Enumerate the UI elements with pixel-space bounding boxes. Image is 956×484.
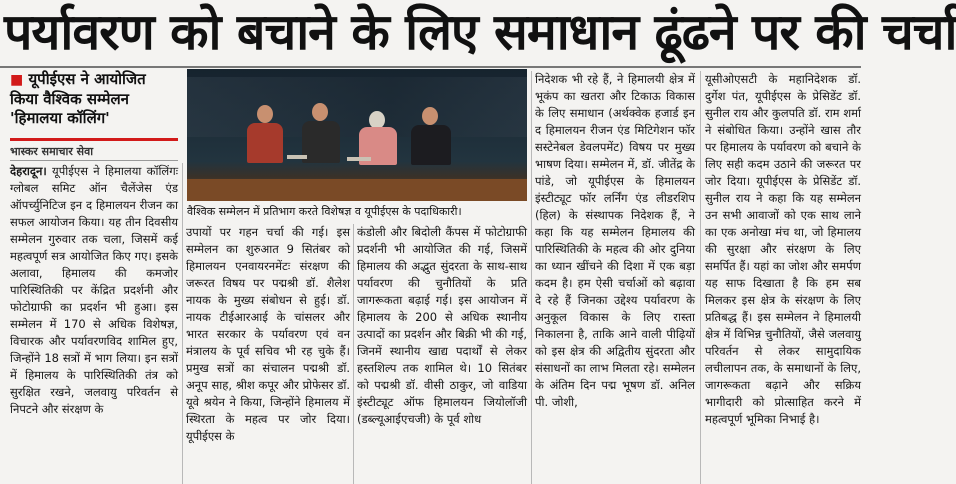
subheadline-line1: यूपीईएस ने आयोजित (28, 70, 146, 88)
column-divider (353, 224, 354, 484)
column-3-text: कंडोली और बिदोली कैंपस में फोटोग्राफी प्रदर्शनी भी आयोजित की गई, जिसमें हिमालय की अद्भुत सुंदरता के साथ-साथ पर्यावरण की चुनौतियों के प्रति जागरूकता बढ़ाई गई। इस आयोजन में हिमालय के 200 से अधिक स्थानीय उत्पादों का प्रदर्शन और बिक्री भी की गई, जिनमें स्थानीय खाद्य पदार्थों से लेकर हस्तशिल्प तक शामिल थे। 10 सितंबर को पद्मश्री डॉ. वीसी ठाकुर, जो वाडिया इंस्टीट्यूट ऑफ हिमालयन जियोलॉजी (डब्ल्यूआईएचजी) के पूर्व शोध (357, 225, 527, 426)
column-2-text: उपायों पर गहन चर्चा की गई। इस सम्मेलन का शुरुआत 9 सितंबर को हिमालयन एनवायरनमेंटः संरक्षण की जरूरत विषय पर पद्मश्री डॉ. शैलेश नायक के मुख्य संबोधन से हुई। डॉ. नायक टीईआरआई के चांसलर और भारत सरकार के पर्यावरण एवं वन मंत्रालय के पूर्व सचिव भी रह चुके हैं। प्रमुख सत्रों का संचालन पद्मश्री डॉ. अनूप साह, श्रीश कपूर और प्रोफेसर डॉ. यूवे श्रयेन ने किया, जिन्होंने हिमालय में स्थिरता के महत्व पर जोर दिया। यूपीईएस के (186, 225, 350, 443)
photo-stage (187, 179, 527, 201)
headline: पर्यावरण को बचाने के लिए समाधान ढूंढने पर की चर्चा (4, 3, 956, 61)
subheadline-line2: किया वैश्विक सम्मेलन (10, 90, 129, 108)
speaker-2-body (302, 121, 340, 163)
article-column-2 (186, 224, 350, 484)
speaker-1-figure (257, 105, 273, 123)
side-table-2 (347, 157, 371, 161)
speaker-4-figure (422, 107, 438, 125)
subheadline-line3: 'हिमालया कॉलिंग' (10, 109, 110, 127)
speaker-2-figure (312, 103, 328, 121)
column-divider (531, 71, 532, 484)
byline-rule (10, 160, 178, 161)
article-column-5 (705, 71, 861, 484)
photo-caption: वैश्विक सम्मेलन में प्रतिभाग करते विशेषज्ञ व यूपीईएस के पदाधिकारी। (187, 205, 462, 218)
event-photo (187, 69, 527, 201)
article-column-1 (10, 163, 178, 484)
headline-rule (0, 66, 861, 68)
subheadline-underline (10, 138, 178, 141)
byline: भास्कर समाचार सेवा (10, 145, 94, 158)
column-1-text: यूपीईएस ने हिमालया कॉलिंगः ग्लोबल समिट ऑन चैलेंजेस एंड ऑपर्च्युनिटिज इन द हिमालयन रीजन का सफल आयोजन किया। यह तीन दिवसीय सम्मेलन गुरुवार तक चला, जिसमें कई महत्वपूर्ण सत्र आयोजित किए गए। इसके अलावा, हिमालय की कमजोर पारिस्थितिकी पर केंद्रित प्रदर्शनी और फोटोग्राफी का प्रदर्शन भी हुआ। इस सम्मेलन में 170 से अधिक विशेषज्ञ, विचारक और पर्यावरणविद शामिल हुए, जिन्होंने 18 सत्रों में भाग लिया। इन सत्रों में हिमालय के पारिस्थितिकी तंत्र को सुरक्षित रखने, जलवायु परिवर्तन से निपटने और संरक्षण के (10, 164, 179, 416)
article-column-4 (535, 71, 695, 484)
speaker-1-body (247, 123, 283, 163)
speaker-4-body (411, 125, 451, 165)
column-4-text: निदेशक भी रहे हैं, ने हिमालयी क्षेत्र में भूकंप का खतरा और टिकाऊ विकास के लिए समाधान (अर्थक्वेक हजार्ड इन द हिमालयन रीजन एंड मिटिगेशन फॉर सस्टेनेबल डेवलपमेंट) विषय पर मुख्य भाषण दिया। सम्मेलन में, डॉ. जीतेंद्र के पांडे, जो यूपीईएस के हिमालयन इंस्टीट्यूट फॉर लर्निंग एंड लीडरशिप (हिल) के संस्थापक निदेशक हैं, ने कहा कि यह सम्मेलन हिमालय की पारिस्थितिकी के महत्व की ओर दुनिया का ध्यान खींचने की दिशा में एक बड़ा कदम है। हम ऐसी चर्चाओं को बढ़ावा दे रहे हैं जिनका उद्देश्य पर्यावरण के अनुकूल विकास के लिए रास्ता निकालना है, ताकि आने वाली पीढ़ियों को इस क्षेत्र की अद्वितीय सुंदरता और संसाधनों का लाभ मिलता रहे। सम्मेलन के अंतिम दिन पद्म भूषण डॉ. अनिल पी. जोशी, (535, 72, 695, 409)
side-table-1 (287, 155, 307, 159)
column-5-text: यूसीओएसटी के महानिदेशक डॉ. दुर्गेश पंत, यूपीईएस के प्रेसिडेंट डॉ. सुनील राय और कुलपति डॉ. राम शर्मा ने संबोधित किया। उन्होंने खास तौर पर हिमालय के पर्यावरण को बचाने के लिए सही कदम उठाने की जरूरत पर जोर दिया। यूपीईएस के प्रेसिडेंट डॉ. सुनील राय ने कहा कि यह सम्मेलन उन सभी आवाजों को एक साथ लाने का एक अनोखा मंच था, जो हिमालय की सुरक्षा और संरक्षण के लिए समर्पित हैं। यहां का जोश और समर्पण यह साफ दिखाता है कि हम सब मिलकर इस क्षेत्र के संरक्षण के लिए प्रतिबद्ध हैं। इस सम्मेलन ने हिमालयी क्षेत्र में विभिन्न चुनौतियों, जैसे जलवायु परिवर्तन से लेकर सामुदायिक लचीलापन तक, के समाधानों के लिए, जागरूकता बढ़ाने और सक्रिय भागीदारी को प्रोत्साहित करने में महत्वपूर्ण भूमिका निभाई है। (705, 72, 861, 426)
subheadline (10, 70, 180, 128)
photo-backdrop (187, 77, 527, 137)
column-divider (182, 163, 183, 484)
dateline: देहरादून। (10, 164, 47, 178)
article-column-3 (357, 224, 527, 484)
bullet-icon: ■ (10, 72, 24, 88)
column-divider (700, 71, 701, 484)
